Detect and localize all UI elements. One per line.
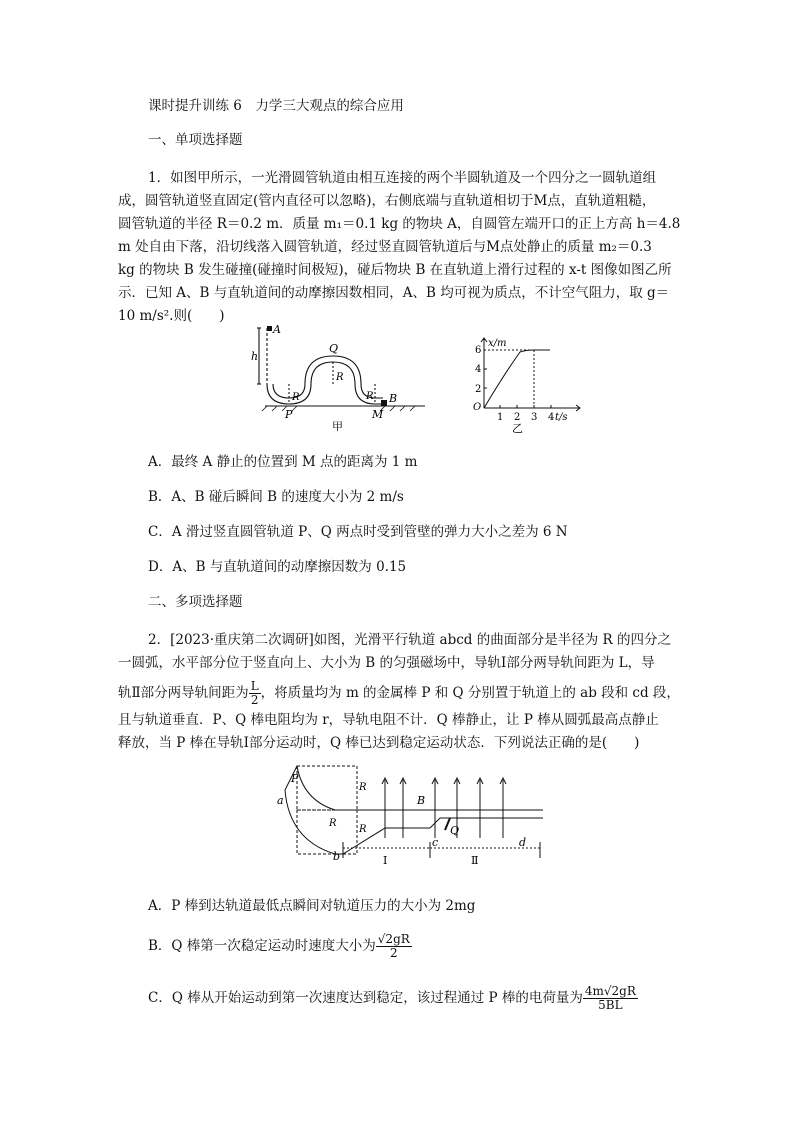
q1-option-a: A．最终 A 静止的位置到 M 点的距离为 1 m bbox=[148, 454, 418, 470]
q2-option-c bbox=[148, 980, 638, 1016]
label-b: B bbox=[389, 392, 398, 405]
page-title: 课时提升训练 6 力学三大观点的综合应用 bbox=[148, 98, 404, 114]
fraction-l-over-2 bbox=[249, 680, 261, 707]
q2-line-with-fraction bbox=[118, 676, 680, 710]
label-q: Q bbox=[450, 824, 460, 837]
label-h: h bbox=[251, 350, 259, 363]
frac-num: 4m√2gR bbox=[584, 984, 636, 998]
label-q: Q bbox=[329, 342, 339, 355]
block-a bbox=[267, 326, 272, 331]
frac-num: L bbox=[250, 679, 259, 693]
q1-line: 圆管轨道的半径 R＝0.2 m．质量 m₁＝0.1 kg 的物块 A，自圆管左端开口的正上方高 h＝4.8 bbox=[118, 216, 681, 232]
label-r-left: R bbox=[292, 392, 300, 403]
q2-option-b bbox=[148, 928, 412, 964]
x-tick: 3 bbox=[531, 412, 538, 423]
label-section-1: Ⅰ bbox=[383, 854, 388, 867]
caption-yi: 乙 bbox=[512, 422, 523, 435]
label-d: d bbox=[519, 836, 527, 849]
label-b-field: B bbox=[417, 794, 426, 807]
q1-line: kg 的物块 B 发生碰撞(碰撞时间极短)，碰后物块 B 在直轨道上滑行过程的 x-t 图像如图乙所 bbox=[118, 262, 672, 278]
block-b bbox=[381, 400, 387, 406]
origin-label: O bbox=[473, 402, 482, 413]
q2-text: 轨Ⅱ部分两导轨间距为 bbox=[118, 685, 249, 701]
label-r: R bbox=[329, 818, 337, 829]
frac-den: 2 bbox=[250, 693, 259, 707]
frac-num: √2gR bbox=[377, 932, 410, 946]
label-p: P bbox=[285, 408, 293, 421]
figure-yi bbox=[468, 336, 588, 436]
q1-option-b: B．A、B 碰后瞬间 B 的速度大小为 2 m/s bbox=[148, 489, 404, 505]
y-tick: 4 bbox=[475, 364, 482, 375]
q2-text: ，将质量均为 m 的金属棒 P 和 Q 分别置于轨道上的 ab 段和 cd 段， bbox=[260, 685, 680, 701]
label-a: a bbox=[277, 794, 284, 807]
q1-line: 成，圆管轨道竖直固定(管内直径可以忽略)，右侧底端与直轨道相切于M点，直轨道粗糙， bbox=[118, 193, 656, 209]
fraction-option-b bbox=[376, 933, 412, 960]
q2-line: 且与轨道垂直．P、Q 棒电阻均为 r，导轨电阻不计．Q 棒静止，让 P 棒从圆弧最高点静止 bbox=[118, 712, 659, 728]
axis-x-label: t/s bbox=[555, 412, 568, 423]
x-tick: 2 bbox=[514, 412, 521, 423]
option-b-text: B．Q 棒第一次稳定运动时速度大小为 bbox=[148, 938, 376, 954]
q1-option-d: D．A、B 与直轨道间的动摩擦因数为 0.15 bbox=[148, 559, 407, 575]
q1-line: m 处自由下落，沿切线落入圆管轨道，经过竖直圆管轨道后与M点处静止的质量 m₂＝0.3 bbox=[118, 239, 652, 255]
label-m: M bbox=[372, 408, 384, 421]
q1-option-c: C．A 滑过竖直圆管轨道 P、Q 两点时受到管壁的弹力大小之差为 6 N bbox=[148, 524, 568, 540]
label-a: A bbox=[273, 323, 281, 336]
frac-den: 2 bbox=[389, 946, 398, 960]
frac-den: 5BL bbox=[598, 998, 623, 1012]
label-section-2: Ⅱ bbox=[471, 854, 479, 867]
section-single-choice: 一、单项选择题 bbox=[148, 132, 243, 148]
option-c-text: C．Q 棒从开始运动到第一次速度达到稳定，该过程通过 P 棒的电荷量为 bbox=[148, 990, 583, 1006]
label-c: c bbox=[432, 836, 439, 849]
q1-line: 示．已知 A、B 与直轨道间的动摩擦因数相同，A、B 均可视为质点，不计空气阻力，取 g＝ bbox=[118, 285, 670, 301]
fraction-option-c bbox=[583, 985, 638, 1012]
x-tick: 1 bbox=[497, 412, 504, 423]
figure-rails bbox=[275, 760, 547, 870]
label-r: R bbox=[359, 782, 367, 793]
caption-jia: 甲 bbox=[332, 420, 343, 433]
q2-line: 一圆弧，水平部分位于竖直向上、大小为 B 的匀强磁场中，导轨Ⅰ部分两导轨间距为 L，导 bbox=[118, 655, 655, 671]
label-r-mid: R bbox=[336, 372, 344, 383]
q2-line: 释放，当 P 棒在导轨Ⅰ部分运动时，Q 棒已达到稳定运动状态．下列说法正确的是( ) bbox=[118, 735, 640, 751]
label-b: b bbox=[333, 850, 341, 863]
axis-y-label: x/m bbox=[488, 338, 507, 349]
q1-line: 1．如图甲所示，一光滑圆管轨道由相互连接的两个半圆轨道及一个四分之一圆轨道组 bbox=[148, 170, 657, 186]
q2-line: 2．[2023·重庆第二次调研]如图，光滑平行轨道 abcd 的曲面部分是半径为 R 的四分之 bbox=[148, 632, 671, 648]
label-r-right: R bbox=[366, 391, 374, 402]
label-p: P bbox=[291, 772, 299, 785]
figure-jia bbox=[245, 322, 430, 434]
y-tick: 2 bbox=[475, 384, 482, 395]
x-tick: 4 bbox=[548, 412, 555, 423]
label-r: R bbox=[359, 824, 367, 835]
y-tick: 6 bbox=[475, 345, 482, 356]
q1-line: 10 m/s².则( ) bbox=[118, 308, 225, 324]
section-multi-choice: 二、多项选择题 bbox=[148, 594, 243, 610]
q2-option-a: A．P 棒到达轨道最低点瞬间对轨道压力的大小为 2mg bbox=[148, 898, 476, 914]
